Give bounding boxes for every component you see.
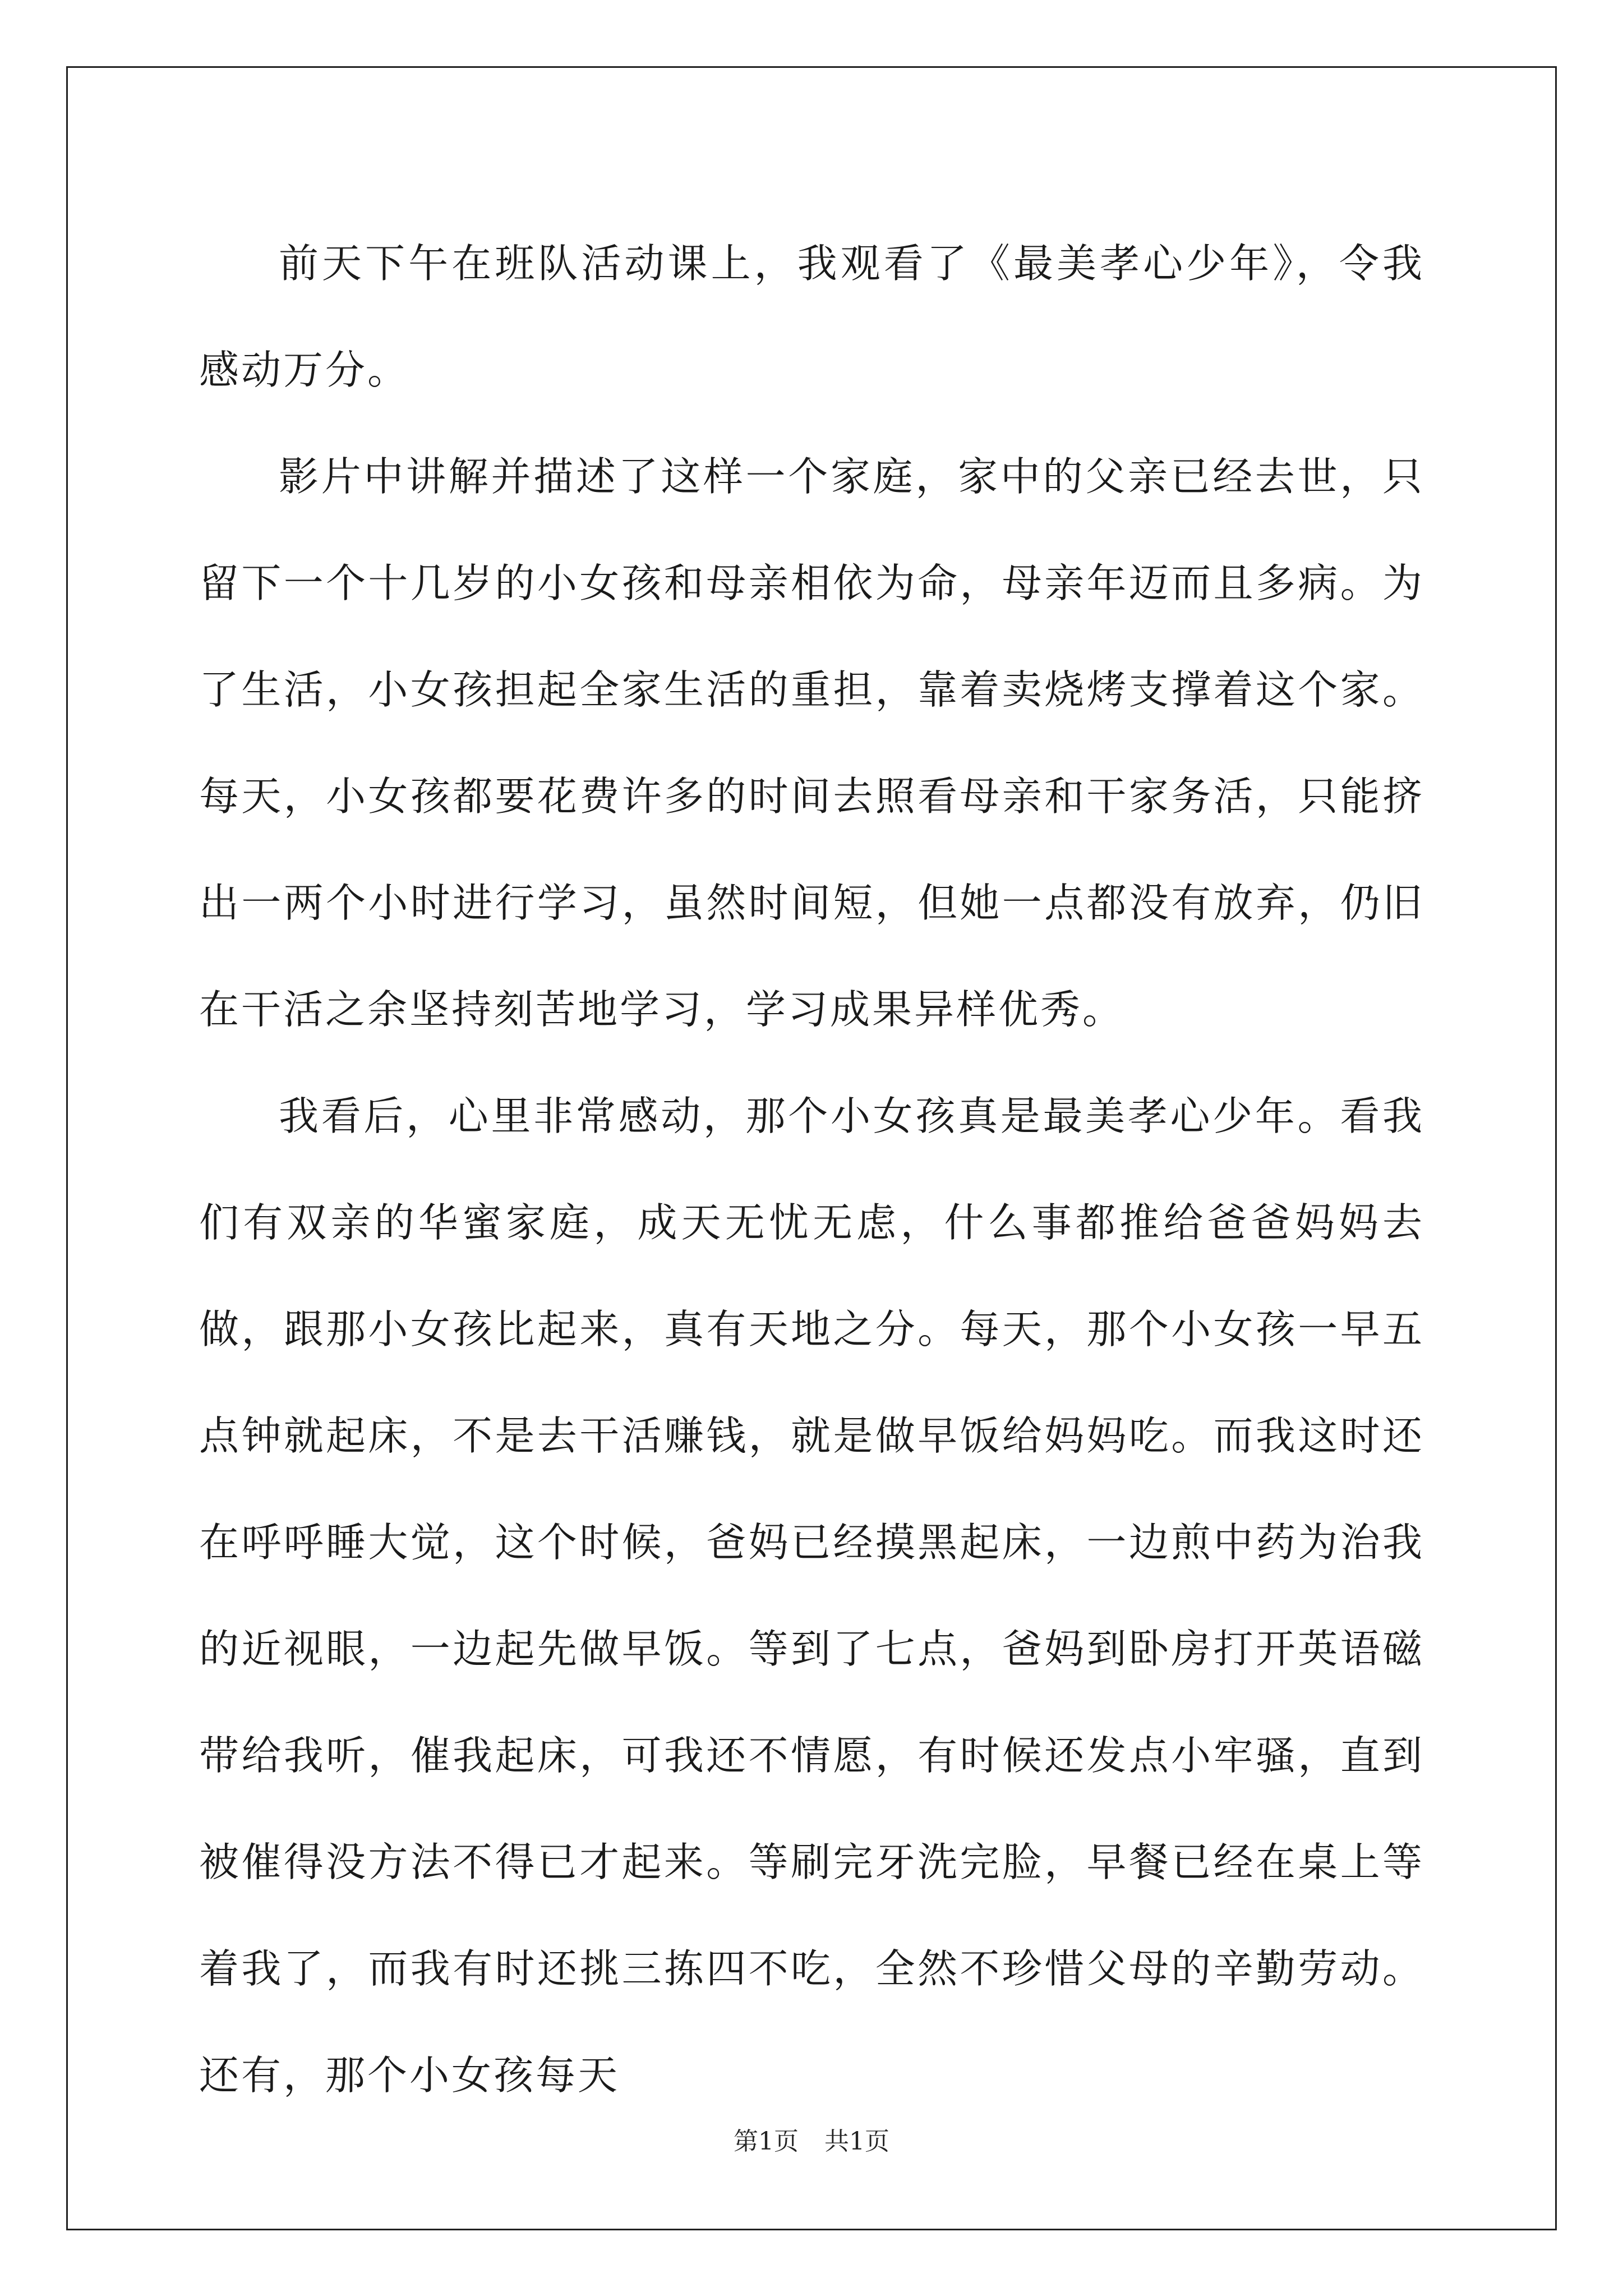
page-total: 共1页 (824, 2127, 889, 2156)
page-footer (0, 2125, 1623, 2159)
paragraph-2: 影片中讲解并描述了这样一个家庭，家中的父亲已经去世，只留下一个十几岁的小女孩和母亲相依为命，母亲年迈而且多病。为了生活，小女孩担起全家生活的重担，靠着卖烧烤支撑着这个家。每天，小女孩都要花费许多的时间去照看母亲和干家务活，只能挤出一两个小时进行学习，虽然时间短，但她一点都没有放弃，仍旧在干活之余坚持刻苦地学习，学习成果异样优秀。 (199, 453, 1424, 1033)
page-number: 第1页 (734, 2127, 799, 2156)
paragraph-3: 我看后，心里非常感动，那个小女孩真是最美孝心少年。看我们有双亲的华蜜家庭，成天无忧无虑，什么事都推给爸爸妈妈去做，跟那小女孩比起来，真有天地之分。每天，那个小女孩一早五点钟就起床，不是去干活赚钱，就是做早饭给妈妈吃。而我这时还在呼呼睡大觉，这个时候，爸妈已经摸黑起床，一边煎中药为治我的近视眼，一边起先做早饭。等到了七点，爸妈到卧房打开英语磁带给我听，催我起床，可我还不情愿，有时候还发点小牢骚，直到被催得没方法不得已才起来。等刷完牙洗完脸，早餐已经在桌上等着我了，而我有时还挑三拣四不吃，全然不珍惜父母的辛勤劳动。还有，那个小女孩每天 (199, 1093, 1424, 2099)
document-body (199, 210, 1424, 2129)
paragraph-1: 前天下午在班队活动课上，我观看了《最美孝心少年》，令我感动万分。 (199, 240, 1424, 393)
